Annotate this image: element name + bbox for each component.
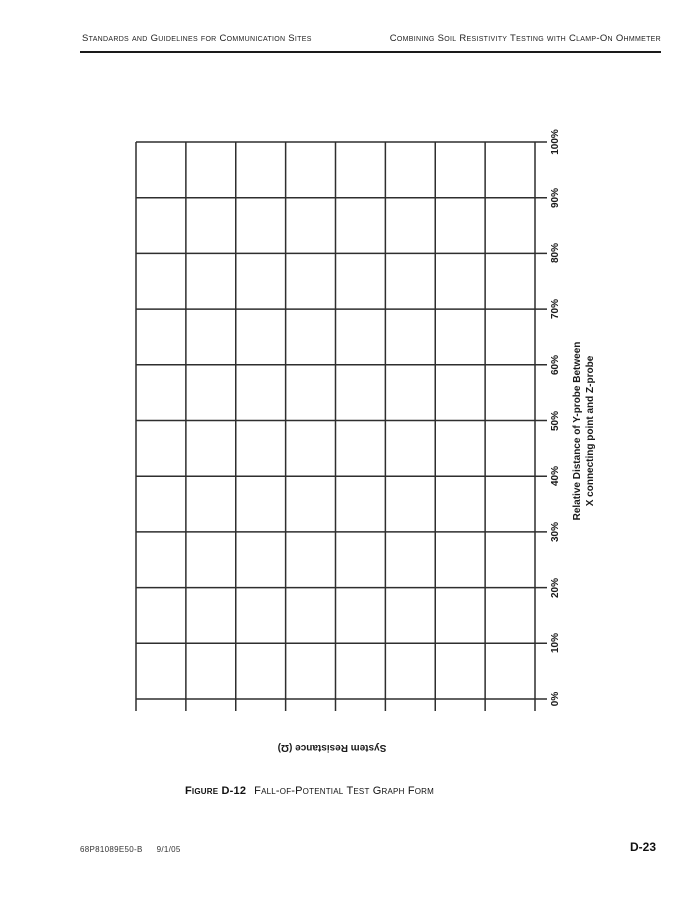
figure-caption-title: Fall-of-Potential Test Graph Form xyxy=(254,785,435,797)
axis-tick-label: 0% xyxy=(550,691,561,707)
footer-date: 9/1/05 xyxy=(156,845,181,854)
axis-tick-label: 60% xyxy=(550,354,561,375)
footer-left xyxy=(80,845,181,854)
axis-tick-label: 10% xyxy=(550,633,561,654)
figure-caption xyxy=(185,785,434,797)
header-right-title: Combining Soil Resistivity Testing with Clamp-On Ohmmeter xyxy=(389,33,661,44)
relative-distance-axis-title xyxy=(571,316,599,546)
axis-tick-label: 40% xyxy=(550,466,561,487)
axis-tick-label: 20% xyxy=(550,577,561,598)
axis-title-line2: X connecting point and Z-probe xyxy=(585,355,596,507)
footer-page-number: D-23 xyxy=(629,840,656,854)
footer-document-number: 68P81089E50-B xyxy=(80,845,143,854)
axis-title-line1: Relative Distance of Y-probe Between xyxy=(572,341,583,521)
axis-tick-label: 80% xyxy=(550,243,561,264)
axis-tick-label: 70% xyxy=(550,299,561,320)
axis-tick-label: 100% xyxy=(550,129,561,155)
axis-tick-label: 30% xyxy=(550,521,561,542)
header-left-title: Standards and Guidelines for Communication Sites xyxy=(82,33,312,44)
axis-tick-label: 90% xyxy=(550,187,561,208)
figure-caption-label: Figure D-12 xyxy=(185,785,247,797)
header-rule xyxy=(80,51,661,53)
system-resistance-axis-title: System Resistance (Ω) xyxy=(277,742,387,753)
graph-grid xyxy=(134,140,549,713)
axis-tick-label: 50% xyxy=(550,410,561,431)
